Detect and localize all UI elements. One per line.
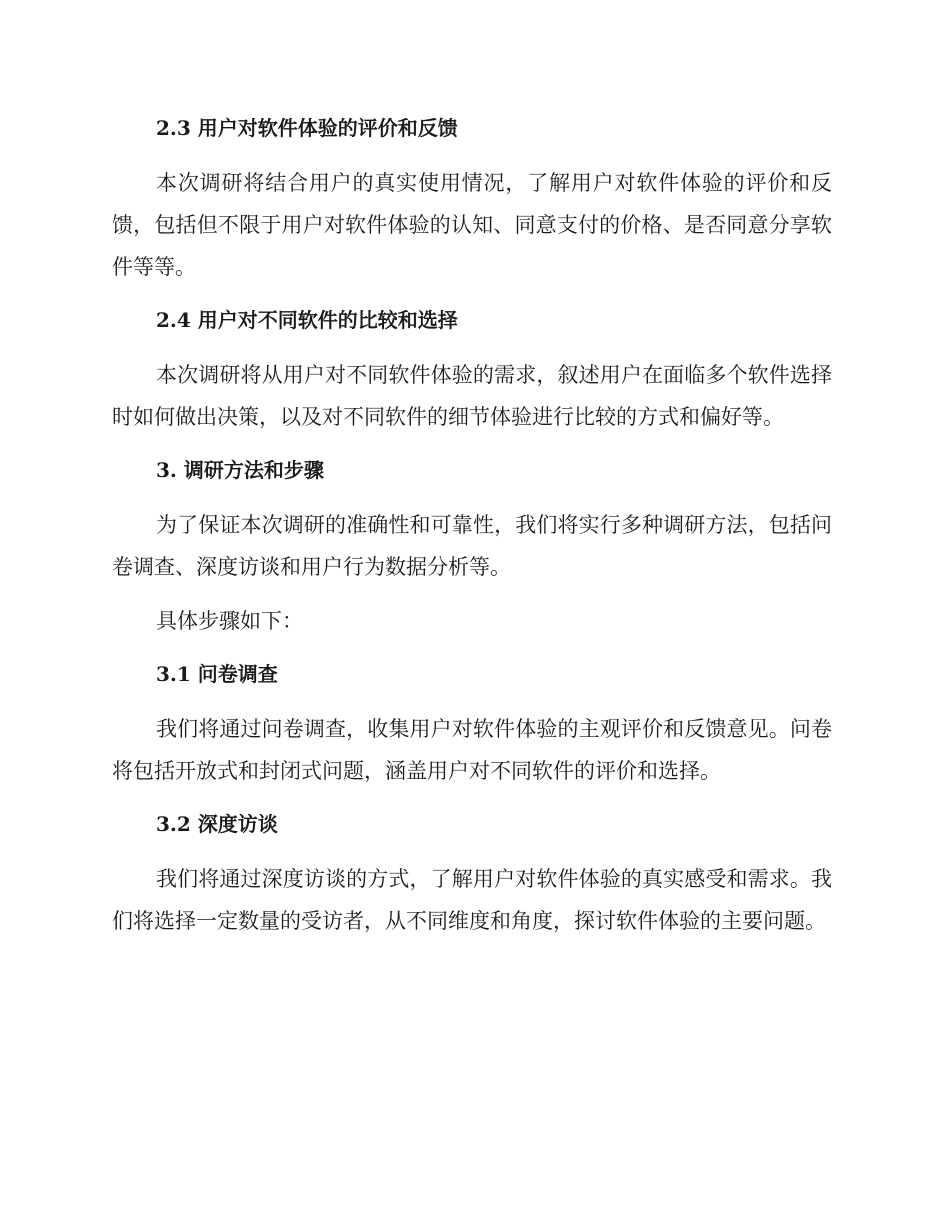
section-heading-3: 3. 调研方法和步骤 (156, 458, 324, 482)
paragraph-3-2: 我们将通过深度访谈的方式，了解用户对软件体验的真实感受和需求。我们将选择一定数量的受访者，从不同维度和角度，探讨软件体验的主要问题。 (112, 867, 832, 933)
document-body (112, 108, 832, 954)
section-heading-3-2: 3.2 深度访谈 (156, 812, 278, 836)
section-heading-3-1: 3.1 问卷调查 (156, 662, 278, 686)
paragraph-2-3: 本次调研将结合用户的真实使用情况，了解用户对软件体验的评价和反馈，包括但不限于用户对软件体验的认知、同意支付的价格、是否同意分享软件等等。 (112, 171, 832, 279)
section-heading-2-3: 2.3 用户对软件体验的评价和反馈 (156, 116, 458, 140)
paragraph-3-1: 我们将通过问卷调查，收集用户对软件体验的主观评价和反馈意见。问卷将包括开放式和封闭式问题，涵盖用户对不同软件的评价和选择。 (112, 717, 832, 783)
paragraph-3-steps: 具体步骤如下： (156, 609, 303, 633)
paragraph-2-4: 本次调研将从用户对不同软件体验的需求，叙述用户在面临多个软件选择时如何做出决策，以及对不同软件的细节体验进行比较的方式和偏好等。 (112, 363, 832, 429)
paragraph-3-intro: 为了保证本次调研的准确性和可靠性，我们将实行多种调研方法，包括问卷调查、深度访谈和用户行为数据分析等。 (112, 513, 832, 579)
section-heading-2-4: 2.4 用户对不同软件的比较和选择 (156, 308, 458, 332)
